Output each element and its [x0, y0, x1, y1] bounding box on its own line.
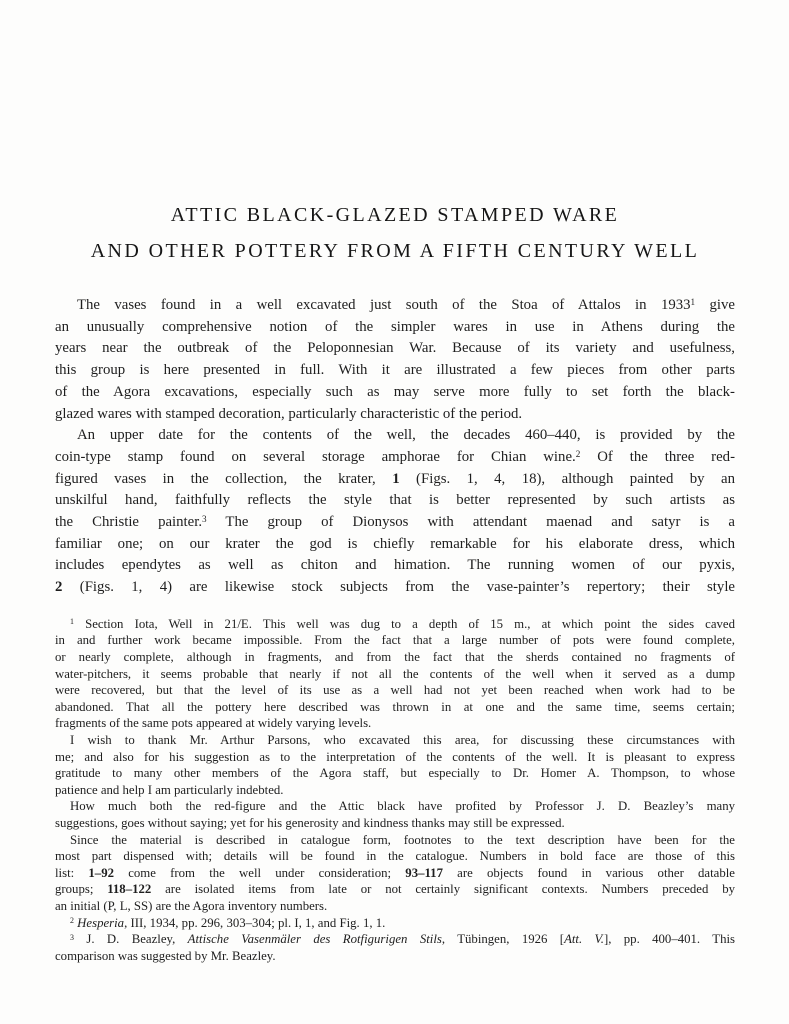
paragraph [55, 915, 735, 932]
text-line: were recovered, but that the level of its use as a well had not yet been reached when work had to be [55, 683, 735, 698]
text-line: coin-type stamp found on several storage amphorae for Chian wine.$^2$ Of the three red- [55, 448, 735, 465]
paragraph [55, 732, 735, 798]
text-line: includes ependytes as well as chiton and himation. The running women of our pyxis, [55, 557, 735, 574]
text-line: me; and also for his suggestion as to the interpretation of the contents of the well. It is pleasant to express [55, 749, 735, 764]
paragraph [55, 295, 735, 425]
paragraph [55, 425, 735, 599]
footnote-reference: 1 [70, 617, 74, 627]
footnote-reference: 3 [70, 932, 74, 942]
footnote-reference: 2 [575, 448, 581, 459]
text-line: years near the outbreak of the Peloponnesian War. Because of its variety and usefulness, [55, 340, 735, 357]
text-line: list: 1–92 come from the well under consideration; 93–117 are objects found in various other datable [55, 865, 735, 880]
paragraph [55, 832, 735, 915]
text-line: An upper date for the contents of the well, the decades 460–440, is provided by the [77, 427, 735, 444]
text-line: groups; 118–122 are isolated items from late or not certainly significant contexts. Numbers preceded by [55, 882, 735, 897]
text-line: suggestions, goes without saying; yet for his generosity and kindness thanks may still be expressed. [55, 815, 565, 830]
text-line: most part dispensed with; details will be found in the catalogue. Numbers in bold face are those of this [55, 849, 735, 864]
paragraph [55, 931, 735, 964]
text-line: an unusually comprehensive notion of the simpler wares in use in Athens during the [55, 318, 735, 335]
text-line: abandoned. That all the pottery here described was thrown in at one and the same time, seems certain; [55, 699, 735, 714]
text-line: Since the material is described in catalogue form, footnotes to the text description have been for the [70, 832, 735, 847]
text-line: $^2$ Hesperia, III, 1934, pp. 296, 303–304; pl. I, 1, and Fig. 1, 1. [70, 915, 386, 930]
paragraph [55, 798, 735, 831]
text-line: 2 (Figs. 1, 4) are likewise stock subjects from the vase-painter’s repertory; their style [55, 579, 735, 596]
page-content [55, 197, 735, 964]
article-title-line-1: ATTIC BLACK-GLAZED STAMPED WARE [170, 204, 620, 226]
text-line: or nearly complete, although in fragments, and from the fact that the sherds contained no fragments of [55, 650, 735, 665]
text-line: fragments of the same pots appeared at widely varying levels. [55, 716, 372, 731]
text-line: water-pitchers, it seems probable that nearly if not all the contents of the well when it served as a dump [55, 666, 735, 681]
text-line: patience and help I am particularly indebted. [55, 782, 284, 797]
text-line: an initial (P, L, SS) are the Agora inventory numbers. [55, 898, 328, 913]
text-line: comparison was suggested by Mr. Beazley. [55, 948, 276, 963]
text-line: in and further work became impossible. From the fact that a large number of pots were found complete, [55, 633, 735, 648]
text-line: the Christie painter.$^3$ The group of Dionysos with attendant maenad and satyr is a [55, 513, 736, 531]
text-line: of the Agora excavations, especially such as may serve more fully to set forth the black- [55, 383, 735, 400]
text-line: familiar one; on our krater the god is chiefly remarkable for his elaborate dress, which [55, 535, 735, 552]
article-body [55, 295, 735, 599]
footnotes-section [55, 616, 735, 964]
text-line: I wish to thank Mr. Arthur Parsons, who excavated this area, for discussing these circumstances with [70, 733, 735, 747]
text-line: $^3$ J. D. Beazley, Attische Vasenmäler des Rotfigurigen Stils, Tübingen, 1926 [Att. V.], pp. 400–401. This [70, 932, 736, 947]
text-line: figured vases in the collection, the krater, 1 (Figs. 1, 4, 18), although painted by an [55, 470, 735, 487]
article-title [55, 197, 735, 269]
footnote-reference: 2 [70, 915, 74, 925]
text-line: How much both the red-figure and the Attic black have profited by Professor J. D. Beazley’s many [70, 799, 735, 814]
text-line: $^1$ Section Iota, Well in 21/E. This well was dug to a depth of 15 m., at which point the sides caved [70, 616, 735, 631]
footnote-reference: 3 [202, 513, 207, 524]
text-line: glazed wares with stamped decoration, particularly characteristic of the period. [55, 405, 523, 422]
text-line: gratitude to many other members of the Agora staff, but especially to Dr. Homer A. Thompson, to whose [55, 766, 735, 781]
footnote-reference: 1 [690, 296, 696, 307]
article-title-line-2: AND OTHER POTTERY FROM A FIFTH CENTURY WELL [90, 240, 700, 262]
text-line: unskilful hand, faithfully reflects the style that is better represented by such artists as [55, 492, 735, 509]
paragraph [55, 616, 735, 732]
text-line: this group is here presented in full. With it are illustrated a few pieces from other parts [55, 362, 735, 379]
text-line: The vases found in a well excavated just south of the Stoa of Attalos in 1933$^1$ give [77, 296, 735, 313]
